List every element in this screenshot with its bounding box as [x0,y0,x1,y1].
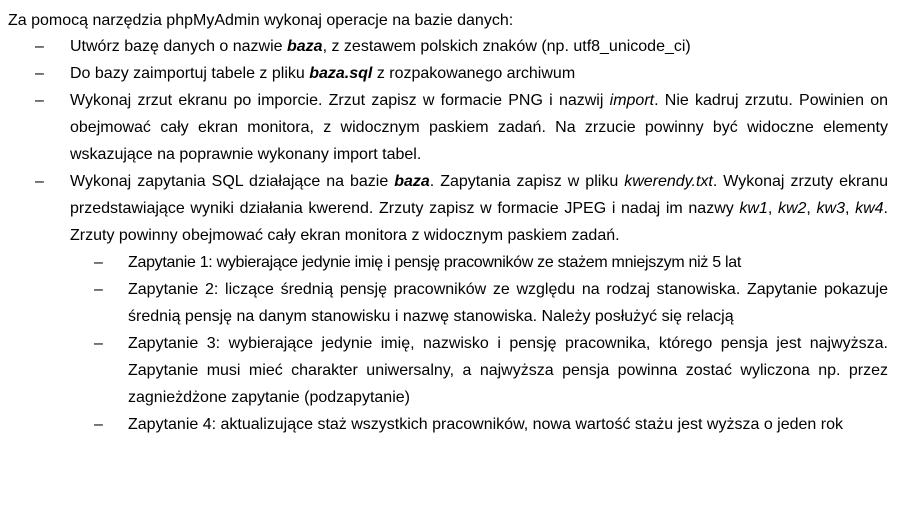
task-screenshot-import [35,87,889,168]
list-dash: – [94,281,103,298]
task-text: Do bazy zaimportuj tabele z pliku [70,65,310,82]
list-dash: – [35,65,44,82]
separator: , [844,200,856,217]
query-item-2 [94,276,888,330]
query-item-4 [94,411,888,438]
task-import-tables [35,60,888,87]
list-dash: – [94,254,103,271]
list-dash: – [35,38,44,55]
task-text: , z zestawem polskich znaków (np. utf8_unicode_ci) [322,38,691,55]
screenshot-name: kw2 [777,200,807,217]
query-item-3 [94,330,888,411]
query-item-1 [94,249,888,276]
sql-file-name: baza.sql [309,65,373,82]
query-text: Zapytanie 4: aktualizujące staż wszystkich pracowników, nowa wartość stażu jest wyższa o jeden rok [128,416,843,433]
list-dash: – [35,173,44,190]
query-text: Zapytanie 1: wybierające jedynie imię i pensję pracowników ze stażem mniejszym niż 5 lat [128,254,741,271]
list-dash: – [94,416,103,433]
query-text: Zapytanie 3: wybierające jedynie imię, nazwisko i pensję pracownika, którego pensja jest najwyższa. Zapytanie musi mieć charakter uniwersalny, a najwyższa pensja powinna zostać wyliczona np. przez zagnieżdżone zapytanie (podzapytanie) [128,335,888,406]
task-text: z rozpakowanego archiwum [372,65,576,82]
separator: , [767,200,778,217]
task-text: Wykonaj zapytania SQL działające na bazie [70,173,395,190]
list-dash: – [94,335,103,352]
screenshot-name: import [609,92,655,109]
separator: , [806,200,817,217]
document-body [8,8,888,438]
task-sql-queries [35,168,889,249]
task-text: . Zrzuty powinny obejmować cały ekran monitora z widocznym paskiem zadań. [70,200,888,244]
task-text: Wykonaj zrzut ekranu po imporcie. Zrzut zapisz w formacie PNG i nazwij [70,92,610,109]
screenshot-name: kw4 [855,200,884,217]
task-text: . Nie kadruj zrzutu. Powinien on obejmować cały ekran monitora, z widocznym paskiem zadań. Na zrzucie powinny być widoczne elementy wskazujące na poprawnie wykonany import tabel. [70,92,889,163]
screenshot-name: kw1 [739,200,768,217]
task-create-database [35,33,888,60]
database-name: baza [287,38,323,55]
intro-paragraph: Za pomocą narzędzia phpMyAdmin wykonaj operacje na bazie danych: [8,12,514,29]
screenshot-name: kw3 [816,200,845,217]
task-text: . Wykonaj zrzuty ekranu przedstawiające wyniki działania kwerend. Zrzuty zapisz w formacie JPEG i nadaj im nazwy [70,173,889,217]
query-text: Zapytanie 2: liczące średnią pensję pracowników ze względu na rodzaj stanowiska. Zapytanie pokazuje średnią pensję na danym stanowisku i nazwę stanowiska. Należy posłużyć się relacją [128,281,888,325]
list-dash: – [35,92,44,109]
queries-file-name: kwerendy.txt [624,173,713,190]
task-text: . Zapytania zapisz w pliku [429,173,625,190]
database-name: baza [394,173,430,190]
task-text: Utwórz bazę danych o nazwie [70,38,287,55]
